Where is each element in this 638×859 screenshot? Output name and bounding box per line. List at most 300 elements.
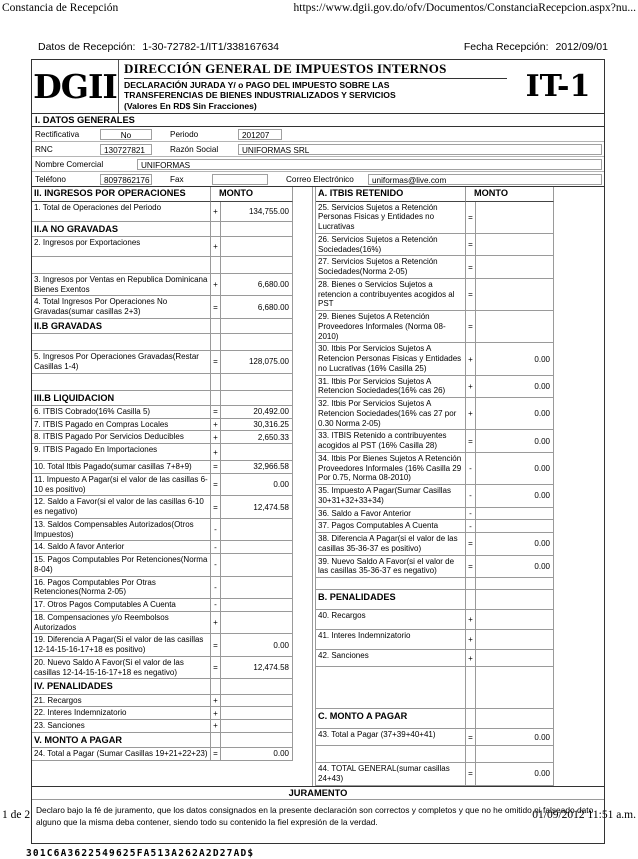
form-row: [316, 520, 604, 533]
row-label: 31. Itbis Por Servicios Sujetos A Retencion Sociedades(16% cas 26): [316, 376, 466, 399]
row-amount: [476, 590, 554, 610]
trail-cell: [554, 746, 604, 763]
form-row: [32, 419, 312, 432]
row-label: 44. TOTAL GENERAL(sumar casillas 24+43): [316, 763, 466, 786]
row-label: 15. Pagos Computables Por Retenciones(Norma 8-04): [32, 554, 211, 577]
trail-cell: [293, 431, 312, 444]
nombre-comercial-value: UNIFORMAS: [137, 159, 602, 170]
trail-cell: [293, 202, 312, 222]
row-amount: 0.00: [221, 634, 293, 657]
row-amount: 128,075.00: [221, 351, 293, 374]
row-amount: [221, 374, 293, 391]
row-label: 14. Saldo A favor Anterior: [32, 541, 211, 554]
left-column: [32, 187, 313, 785]
row-amount: [221, 519, 293, 542]
trail-cell: [554, 485, 604, 508]
row-operator: +: [466, 610, 476, 630]
row-operator: =: [466, 430, 476, 453]
row-label: [32, 334, 211, 351]
spacer-row: [316, 667, 604, 709]
fax-label: Fax: [170, 174, 184, 184]
column-header-label: A. ITBIS RETENIDO: [316, 187, 466, 201]
row-amount: 0.00: [476, 533, 554, 556]
spacer-row: [32, 334, 312, 351]
row-operator: -: [211, 541, 221, 554]
reception-date-label: Fecha Recepción:: [463, 41, 549, 53]
form-row: [32, 695, 312, 708]
row-amount: [221, 679, 293, 694]
row-label: 25. Servicios Sujetos a Retención Personas Fisicas y Entidades no Lucrativas: [316, 202, 466, 234]
row-amount: [476, 630, 554, 650]
row-operator: [211, 679, 221, 694]
it1-form: [31, 59, 605, 844]
trail-cell: [554, 311, 604, 343]
rnc-label: RNC: [35, 144, 53, 154]
row-operator: -: [211, 554, 221, 577]
row-label: 39. Nuevo Saldo A Favor(si el valor de las casillas 35-36-37 es negativo): [316, 556, 466, 579]
trail-cell: [293, 695, 312, 708]
row-operator: -: [211, 519, 221, 542]
row-amount: [221, 707, 293, 720]
form-row: [316, 533, 604, 556]
row-amount: [221, 554, 293, 577]
trail-cell: [293, 237, 312, 257]
row-amount: 0.00: [476, 398, 554, 430]
section-header-row: [32, 319, 312, 334]
form-row: [32, 541, 312, 554]
section-header-row: [316, 709, 604, 729]
trail-cell: [293, 419, 312, 432]
section-header-row: [32, 222, 312, 237]
row-amount: [221, 577, 293, 600]
row-amount: [476, 508, 554, 521]
row-amount: 0.00: [476, 485, 554, 508]
reception-line: [38, 41, 608, 53]
trail-cell: [293, 748, 312, 761]
print-datetime: 01/09/2012 11:51 a.m.: [532, 809, 636, 821]
row-operator: +: [466, 376, 476, 399]
form-row: [316, 234, 604, 257]
trail-cell: [293, 733, 312, 748]
trail-cell: [554, 729, 604, 746]
form-header-titles: [118, 60, 512, 113]
trail-cell: [293, 541, 312, 554]
dgii-logo: DGII: [33, 67, 117, 107]
fax-value: [212, 174, 268, 185]
row-amount: [221, 237, 293, 257]
row-operator: =: [211, 474, 221, 497]
trail-cell: [293, 406, 312, 419]
row-operator: +: [466, 398, 476, 430]
row-operator: +: [211, 237, 221, 257]
row-amount: [476, 578, 554, 590]
dg-row-3: [32, 157, 604, 172]
trail-cell: [554, 556, 604, 579]
row-operator: +: [466, 630, 476, 650]
row-operator: +: [466, 650, 476, 667]
section-header-row: [32, 733, 312, 748]
security-code: 301C6A3622549625FA513A262A2D27AD$: [26, 847, 255, 859]
trail-cell: [293, 374, 312, 391]
form-row: [32, 461, 312, 474]
trail-cell: [554, 610, 604, 630]
section-header-row: [316, 590, 604, 610]
row-operator: [211, 334, 221, 351]
trail-cell: [293, 461, 312, 474]
row-amount: [221, 720, 293, 733]
row-label: [316, 667, 466, 709]
row-operator: +: [211, 612, 221, 635]
row-operator: =: [466, 556, 476, 579]
row-label: 19. Diferencia A Pagar(Si el valor de las casillas 12-14-15-16-17+18 es positivo): [32, 634, 211, 657]
row-label: II.B GRAVADAS: [32, 319, 211, 334]
row-label: 26. Servicios Sujetos a Retención Sociedades(16%): [316, 234, 466, 257]
row-label: 36. Saldo a Favor Anterior: [316, 508, 466, 521]
row-operator: =: [211, 461, 221, 474]
spacer-row: [316, 578, 604, 590]
form-row: [316, 508, 604, 521]
reception-data: [38, 41, 464, 53]
form-row: [316, 485, 604, 508]
form-row: [32, 444, 312, 461]
row-label: 30. Itbis Por Servicios Sujetos A Retencion Personas Fisicas y Entidades no Lucrativas (16% Casilla 25): [316, 343, 466, 375]
row-operator: +: [211, 444, 221, 461]
datos-generales: [32, 127, 604, 187]
row-amount: [221, 222, 293, 237]
form-row: [32, 296, 312, 319]
row-amount: 0.00: [476, 376, 554, 399]
trail-cell: [293, 274, 312, 297]
trail-cell: [554, 376, 604, 399]
form-subtitle-2: TRANSFERENCIAS DE BIENES INDUSTRIALIZADOS Y SERVICIOS: [124, 90, 396, 101]
periodo-label: Periodo: [170, 129, 199, 139]
row-label: IV. PENALIDADES: [32, 679, 211, 694]
row-label: 1. Total de Operaciones del Periodo: [32, 202, 211, 222]
trail-cell: [554, 234, 604, 257]
trail-cell: [293, 554, 312, 577]
rectificativa-label: Rectificativa: [35, 129, 80, 139]
row-amount: 0.00: [476, 430, 554, 453]
right-column: [315, 187, 604, 785]
row-label: 40. Recargos: [316, 610, 466, 630]
row-amount: [476, 709, 554, 729]
row-label: III.B LIQUIDACION: [32, 391, 211, 406]
row-label: 43. Total a Pagar (37+39+40+41): [316, 729, 466, 746]
row-operator: [466, 578, 476, 590]
row-amount: [476, 202, 554, 234]
row-operator: +: [211, 431, 221, 444]
row-operator: [211, 222, 221, 237]
print-page-url: https://www.dgii.gov.do/ofv/Documentos/ConstanciaRecepcion.aspx?nu...: [293, 2, 636, 14]
row-label: 34. Itbis Por Bienes Sujetos A Retención Proveedores Informales (16% Casilla 29 Por 0.75, Norma 08-2010): [316, 453, 466, 485]
form-row: [32, 237, 312, 257]
trail-cell: [554, 343, 604, 375]
row-operator: [211, 374, 221, 391]
trail-cell: [293, 257, 312, 274]
form-row: [316, 279, 604, 311]
form-row: [316, 430, 604, 453]
row-label: II.A NO GRAVADAS: [32, 222, 211, 237]
dg-row-1: [32, 127, 604, 142]
telefono-label: Teléfono: [35, 174, 66, 184]
row-amount: 0.00: [476, 343, 554, 375]
row-operator: =: [466, 763, 476, 786]
trail-cell: [554, 763, 604, 786]
reception-date: [464, 41, 608, 53]
row-label: 35. Impuesto A Pagar(Sumar Casillas 30+31+32+33+34): [316, 485, 466, 508]
reception-data-label: Datos de Recepción:: [38, 41, 136, 53]
row-label: 7. ITBIS Pagado en Compras Locales: [32, 419, 211, 432]
section-header-row: [32, 391, 312, 406]
row-label: 8. ITBIS Pagado Por Servicios Deducibles: [32, 431, 211, 444]
row-amount: 0.00: [221, 748, 293, 761]
trail-cell: [293, 496, 312, 519]
row-operator: =: [466, 729, 476, 746]
trail-cell: [293, 634, 312, 657]
row-amount: [476, 610, 554, 630]
trail-cell: [293, 334, 312, 351]
row-amount: 6,680.00: [221, 296, 293, 319]
rectificativa-value: No: [100, 129, 152, 140]
trail-cell: [293, 222, 312, 237]
rnc-value: 130727821: [100, 144, 152, 155]
trail-cell: [293, 474, 312, 497]
row-label: C. MONTO A PAGAR: [316, 709, 466, 729]
row-amount: [221, 541, 293, 554]
trail-cell: [554, 453, 604, 485]
form-row: [32, 748, 312, 761]
row-amount: [476, 746, 554, 763]
row-operator: +: [211, 202, 221, 222]
row-label: 16. Pagos Computables Por Otras Retenciones(Norma 2-05): [32, 577, 211, 600]
row-operator: [211, 391, 221, 406]
row-operator: =: [466, 279, 476, 311]
trail-cell: [554, 578, 604, 590]
row-operator: =: [211, 634, 221, 657]
correo-label: Correo Electrónico: [286, 174, 354, 184]
row-operator: [466, 709, 476, 729]
browser-print-header: [0, 0, 638, 14]
row-operator: [211, 733, 221, 748]
row-label: 42. Sanciones: [316, 650, 466, 667]
row-operator: =: [466, 311, 476, 343]
trail-cell: [554, 279, 604, 311]
row-label: 23. Sanciones: [32, 720, 211, 733]
row-operator: +: [211, 720, 221, 733]
row-operator: =: [211, 657, 221, 680]
row-operator: [211, 319, 221, 334]
page-number: 1 de 2: [2, 809, 31, 821]
row-amount: [221, 733, 293, 748]
row-operator: =: [466, 256, 476, 279]
column-header-row: [316, 187, 604, 201]
form-row: [316, 650, 604, 667]
column-header-row: [32, 187, 312, 201]
column-header-label: II. INGRESOS POR OPERACIONES: [32, 187, 211, 201]
row-amount: [476, 234, 554, 257]
print-page-title: Constancia de Recepción: [2, 2, 119, 14]
row-label: 2. Ingresos por Exportaciones: [32, 237, 211, 257]
trail-cell: [293, 391, 312, 406]
row-operator: [211, 257, 221, 274]
form-row: [316, 202, 604, 234]
row-amount: 134,755.00: [221, 202, 293, 222]
form-row: [32, 496, 312, 519]
form-row: [316, 453, 604, 485]
trail-cell: [554, 667, 604, 709]
trail-cell: [293, 707, 312, 720]
form-row: [32, 351, 312, 374]
razon-social-label: Razón Social: [170, 144, 219, 154]
spacer-row: [32, 257, 312, 274]
row-operator: =: [466, 202, 476, 234]
spacer-row: [32, 374, 312, 391]
row-operator: -: [466, 453, 476, 485]
row-amount: [221, 257, 293, 274]
row-amount: 0.00: [221, 474, 293, 497]
form-row: [32, 634, 312, 657]
form-row: [32, 202, 312, 222]
spacer-row: [316, 746, 604, 763]
trail-cell: [293, 577, 312, 600]
trail-cell: [554, 398, 604, 430]
row-amount: 6,680.00: [221, 274, 293, 297]
row-label: 27. Servicios Sujetos a Retención Sociedades(Norma 2-05): [316, 256, 466, 279]
form-row: [32, 599, 312, 612]
trail-cell: [554, 187, 604, 201]
row-label: 28. Bienes o Servicios Sujetos a retencion a contribuyentes acogidos al PST: [316, 279, 466, 311]
form-row: [32, 474, 312, 497]
form-subtitle-3: (Valores En RD$ Sin Fracciones): [124, 100, 257, 111]
row-amount: [221, 695, 293, 708]
row-label: 10. Total Itbis Pagado(sumar casillas 7+8+9): [32, 461, 211, 474]
row-amount: [476, 520, 554, 533]
trail-cell: [293, 319, 312, 334]
row-label: 37. Pagos Computables A Cuenta: [316, 520, 466, 533]
trail-cell: [293, 351, 312, 374]
form-subtitle-1: DECLARACIÓN JURADA Y/ o PAGO DEL IMPUESTO SOBRE LAS: [124, 80, 390, 90]
form-row: [316, 376, 604, 399]
form-header: [32, 60, 604, 114]
row-label: [32, 374, 211, 391]
row-label: 22. Interes Indemnizatorio: [32, 707, 211, 720]
juramento-section: [32, 786, 604, 843]
trail-cell: [554, 520, 604, 533]
row-amount: [476, 256, 554, 279]
row-label: 4. Total Ingresos Por Operaciones No Gravadas(sumar casillas 2+3): [32, 296, 211, 319]
row-amount: [476, 311, 554, 343]
form-code: IT-1: [525, 69, 591, 105]
form-row: [316, 311, 604, 343]
juramento-text: Declaro bajo la fé de juramento, que los datos consignados en la presente declaración son correctos y completos y que no he omitido ni falseado dato alguno que la misma deba contener, siendo todo su contenido la fiel expresión de la verdad.: [36, 804, 594, 828]
row-label: 12. Saldo a Favor(si el valor de las casillas 6-10 es negativo): [32, 496, 211, 519]
row-operator: +: [466, 343, 476, 375]
trail-cell: [293, 657, 312, 680]
row-operator: +: [211, 695, 221, 708]
form-row: [316, 763, 604, 786]
row-amount: [221, 319, 293, 334]
row-label: 24. Total a Pagar (Sumar Casillas 19+21+22+23): [32, 748, 211, 761]
telefono-value: 8097862176: [100, 174, 152, 185]
trail-cell: [554, 630, 604, 650]
form-row: [32, 406, 312, 419]
section-header-row: [32, 679, 312, 694]
trail-cell: [293, 519, 312, 542]
reception-date-value: 2012/09/01: [555, 41, 608, 53]
trail-cell: [293, 444, 312, 461]
form-row: [32, 720, 312, 733]
row-operator: [466, 746, 476, 763]
form-row: [316, 556, 604, 579]
row-label: 32. Itbis Por Servicios Sujetos A Retencion Sociedades(16% cas 27 por 0.30 Norma 2-05): [316, 398, 466, 430]
juramento-title: JURAMENTO: [32, 787, 604, 800]
row-operator: -: [466, 520, 476, 533]
row-operator: +: [211, 274, 221, 297]
row-operator: =: [466, 533, 476, 556]
row-label: 18. Compensaciones y/o Reembolsos Autorizados: [32, 612, 211, 635]
form-row: [32, 657, 312, 680]
form-row: [316, 630, 604, 650]
trail-cell: [554, 650, 604, 667]
row-label: 6. ITBIS Cobrado(16% Casilla 5): [32, 406, 211, 419]
row-amount: [221, 391, 293, 406]
row-label: 9. ITBIS Pagado En Importaciones: [32, 444, 211, 461]
form-row: [32, 519, 312, 542]
form-row: [316, 398, 604, 430]
row-operator: =: [211, 406, 221, 419]
row-operator: -: [466, 508, 476, 521]
row-label: 17. Otros Pagos Computables A Cuenta: [32, 599, 211, 612]
dg-row-2: [32, 142, 604, 157]
row-amount: 0.00: [476, 556, 554, 579]
row-amount: [221, 612, 293, 635]
trail-cell: [293, 720, 312, 733]
row-operator: -: [466, 485, 476, 508]
row-operator: -: [211, 577, 221, 600]
row-label: [316, 746, 466, 763]
row-operator: [466, 667, 476, 709]
row-operator: [466, 590, 476, 610]
org-name: DIRECCIÓN GENERAL DE IMPUESTOS INTERNOS: [124, 61, 507, 79]
form-row: [316, 343, 604, 375]
row-amount: 32,966.58: [221, 461, 293, 474]
row-operator: =: [466, 234, 476, 257]
row-operator: -: [211, 599, 221, 612]
trail-cell: [554, 430, 604, 453]
row-operator: =: [211, 748, 221, 761]
row-amount: [221, 444, 293, 461]
row-label: [32, 257, 211, 274]
row-amount: 0.00: [476, 729, 554, 746]
row-label: 11. Impuesto A Pagar(si el valor de las casillas 6-10 es positivo): [32, 474, 211, 497]
row-amount: [476, 650, 554, 667]
periodo-value: 201207: [238, 129, 282, 140]
row-label: [316, 578, 466, 590]
trail-cell: [554, 709, 604, 729]
row-label: 33. ITBIS Retenido a contribuyentes acogidos al PST (16% Casilla 28): [316, 430, 466, 453]
row-label: 13. Saldos Compensables Autorizados(Otros Impuestos): [32, 519, 211, 542]
trail-cell: [293, 679, 312, 694]
row-amount: [221, 599, 293, 612]
row-operator: +: [211, 419, 221, 432]
row-amount: 30,316.25: [221, 419, 293, 432]
row-label: 38. Diferencia A Pagar(si el valor de las casillas 35-36-37 es positivo): [316, 533, 466, 556]
trail-cell: [554, 533, 604, 556]
row-amount: 0.00: [476, 453, 554, 485]
row-amount: 12,474.58: [221, 496, 293, 519]
row-label: 29. Bienes Sujetos A Retención Proveedores Informales (Norma 08-2010): [316, 311, 466, 343]
nombre-comercial-label: Nombre Comercial: [35, 159, 104, 169]
